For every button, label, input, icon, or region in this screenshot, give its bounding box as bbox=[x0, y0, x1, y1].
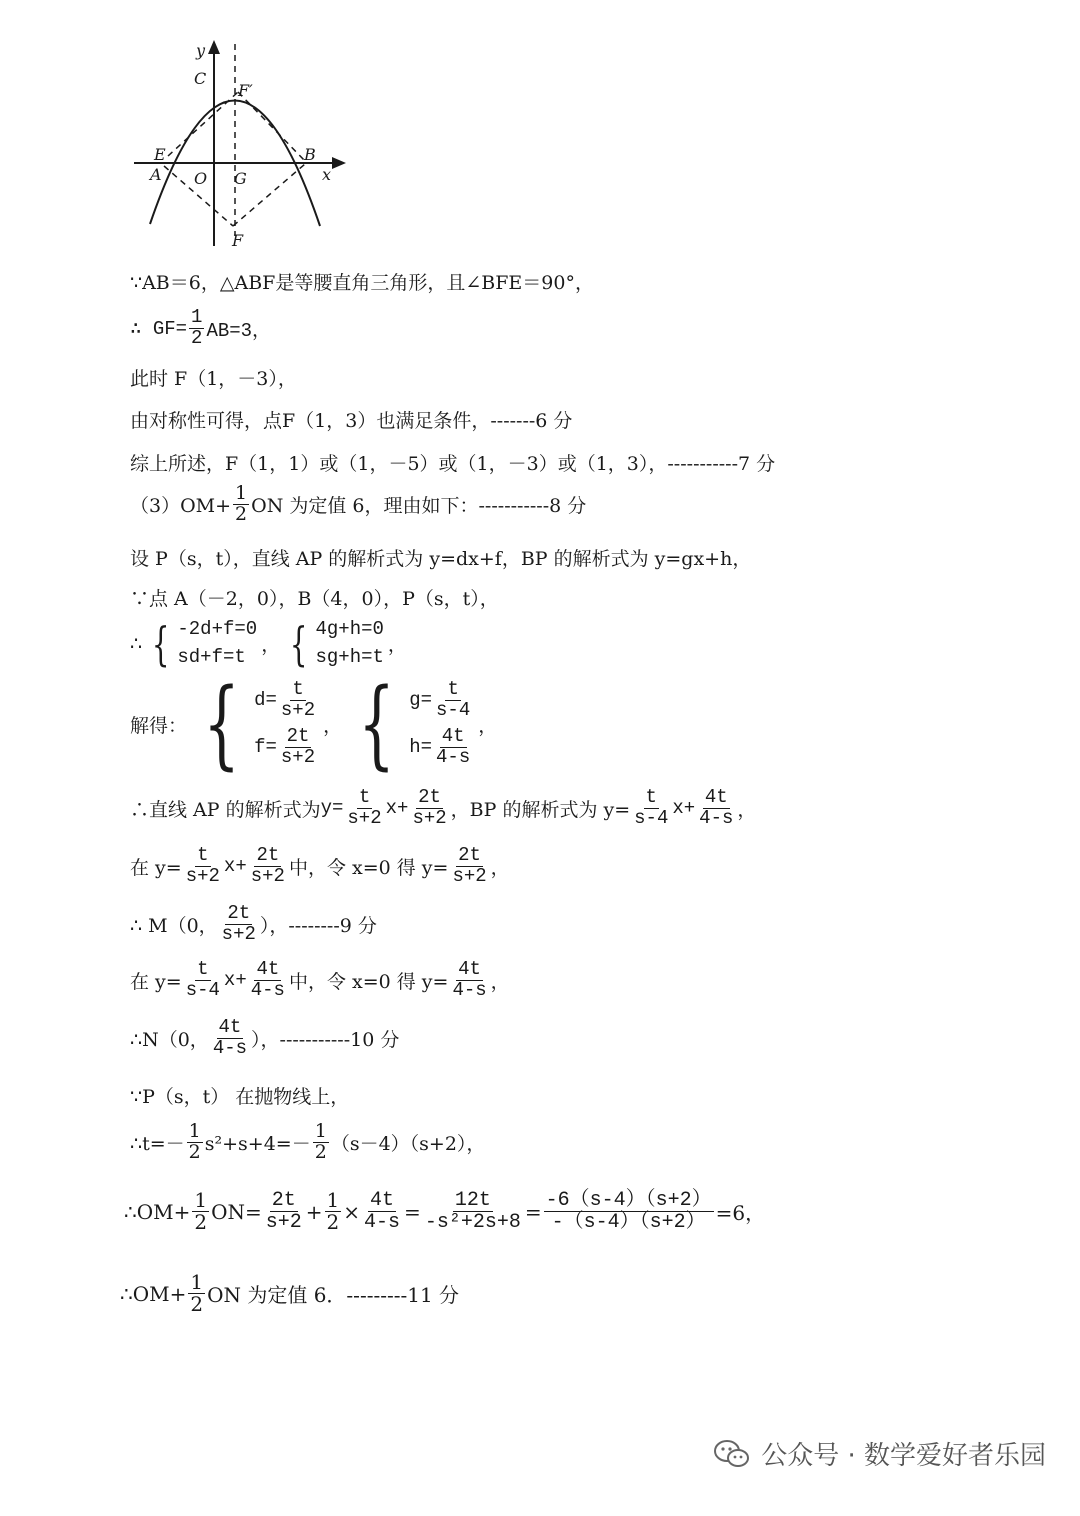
text-line-1 bbox=[130, 268, 594, 295]
fraction bbox=[188, 1272, 205, 1315]
text-line-5 bbox=[130, 449, 775, 476]
text-line-7 bbox=[130, 544, 751, 571]
fraction bbox=[345, 788, 383, 829]
frac-den: 4-s bbox=[452, 978, 487, 1001]
line-16-text: ∵P（s，t） 在抛物线上， bbox=[130, 1086, 350, 1108]
text-seg: ∴t=－ bbox=[130, 1132, 185, 1155]
fraction bbox=[434, 680, 472, 721]
label-c: C bbox=[194, 69, 207, 88]
line-8-text: ∵点 A（－2，0），B（4，0），P（s，t）， bbox=[130, 588, 499, 610]
frac-num: 2t bbox=[256, 844, 280, 866]
solution-system-2 bbox=[346, 668, 474, 780]
label-x: x bbox=[322, 165, 332, 184]
text-line-16 bbox=[130, 1082, 349, 1109]
frac-num: t bbox=[292, 678, 304, 701]
frac-den: s+2 bbox=[412, 806, 447, 829]
frac-num: t bbox=[197, 958, 209, 980]
frac-num: 4t bbox=[218, 1016, 242, 1038]
brace-icon: { bbox=[358, 668, 396, 780]
frac-num: 1 bbox=[314, 1120, 327, 1142]
frac-den: 4-s bbox=[699, 806, 734, 829]
frac-den: s+2 bbox=[185, 864, 220, 887]
watermark-text: 公众号 · 数学爱好者乐园 bbox=[761, 1441, 1046, 1471]
frac-num: 2t bbox=[227, 902, 251, 924]
text-line-18 bbox=[124, 1190, 765, 1233]
frac-num: 1 bbox=[190, 1270, 204, 1294]
text-line-10 bbox=[130, 668, 498, 780]
line-3-text: 此时 F（1，－3）， bbox=[130, 368, 297, 390]
frac-num: t bbox=[645, 786, 657, 808]
frac-den: 2 bbox=[191, 326, 203, 349]
parabola-diagram bbox=[120, 36, 360, 251]
frac-den: s+2 bbox=[221, 922, 256, 945]
frac-num: t bbox=[447, 678, 459, 701]
solution-row bbox=[254, 680, 319, 721]
text-line-17 bbox=[130, 1122, 485, 1163]
frac-num: 1 bbox=[326, 1188, 340, 1212]
eq-row: -2d+f=0 bbox=[177, 618, 258, 640]
text-seg: （s－4）（s+2）， bbox=[330, 1132, 486, 1155]
fraction bbox=[279, 680, 317, 721]
line-9-pre: ∴ bbox=[130, 632, 143, 655]
text-seg: ， bbox=[737, 798, 757, 821]
frac-num: 2t bbox=[418, 786, 441, 808]
fraction bbox=[184, 846, 222, 887]
fraction bbox=[220, 904, 258, 945]
frac-den: 2 bbox=[235, 502, 248, 525]
fraction bbox=[632, 788, 670, 829]
frac-num: t bbox=[197, 844, 209, 866]
fraction bbox=[187, 1122, 203, 1163]
frac-den: 2 bbox=[194, 1210, 208, 1234]
text-line-8 bbox=[130, 584, 499, 611]
frac-num: 4t bbox=[458, 958, 481, 980]
text-seg: ， bbox=[490, 970, 510, 993]
wechat-icon bbox=[713, 1439, 751, 1469]
text-seg: ），-----------10 分 bbox=[251, 1028, 400, 1051]
text-line-9 bbox=[130, 616, 407, 671]
frac-den: s-4 bbox=[634, 806, 669, 829]
line-2-post: AB=3， bbox=[206, 319, 272, 342]
text-line-14 bbox=[130, 960, 510, 1001]
watermark-footer bbox=[713, 1435, 1046, 1472]
text-seg: y= bbox=[320, 797, 344, 820]
label-o: O bbox=[194, 169, 208, 188]
frac-num: 2t bbox=[271, 1189, 296, 1212]
x-axis-arrow bbox=[332, 157, 346, 169]
frac-den: s-4 bbox=[436, 699, 471, 722]
fraction bbox=[264, 1190, 304, 1233]
frac-den: s+2 bbox=[347, 806, 382, 829]
text-seg: = bbox=[524, 1199, 542, 1224]
fraction bbox=[544, 1190, 714, 1233]
text-line-12 bbox=[130, 846, 510, 887]
text-seg: × bbox=[343, 1199, 361, 1224]
frac-num: 1 bbox=[191, 306, 203, 328]
text-seg: ，BP 的解析式为 y= bbox=[450, 798, 631, 821]
solution-row bbox=[409, 680, 474, 721]
frac-den: s+2 bbox=[452, 864, 487, 887]
text-seg: ∴ M（0， bbox=[130, 914, 218, 937]
separator: ， bbox=[387, 634, 407, 657]
frac-den: 2 bbox=[190, 1292, 204, 1316]
frac-den: -（s-4）（s+2） bbox=[551, 1211, 706, 1234]
text-line-19 bbox=[120, 1272, 459, 1315]
var-label: f= bbox=[254, 735, 277, 758]
frac-den: s+2 bbox=[265, 1211, 302, 1234]
frac-den: 2 bbox=[314, 1140, 327, 1163]
frac-den: 4-s bbox=[212, 1036, 248, 1059]
frac-den: -s²+2s+8 bbox=[424, 1211, 521, 1234]
label-f: F bbox=[232, 231, 244, 250]
text-seg: x+ bbox=[223, 969, 247, 992]
frac-den: s-4 bbox=[185, 978, 220, 1001]
separator: ， bbox=[323, 714, 343, 737]
label-f-prime: F′ bbox=[238, 81, 253, 100]
frac-num: 1 bbox=[188, 1120, 201, 1142]
label-a: A bbox=[150, 165, 162, 184]
fraction bbox=[423, 1190, 523, 1233]
fraction bbox=[697, 788, 735, 829]
eq-row: 4g+h=0 bbox=[315, 618, 384, 640]
frac-den: 2 bbox=[326, 1210, 340, 1234]
line-6-post: ON 为定值 6，理由如下：-----------8 分 bbox=[251, 494, 587, 517]
fraction bbox=[450, 846, 488, 887]
line-4-text: 由对称性可得，点F（1，3）也满足条件，-------6 分 bbox=[130, 410, 573, 432]
text-seg: 中，令 x=0 得 y= bbox=[288, 856, 449, 879]
frac-num: 1 bbox=[194, 1188, 208, 1212]
frac-den: 4-s bbox=[436, 745, 471, 768]
text-line-3 bbox=[130, 364, 297, 391]
fraction bbox=[184, 960, 222, 1001]
frac-den: 2 bbox=[188, 1140, 201, 1163]
text-line-15 bbox=[130, 1018, 399, 1059]
text-seg: =6， bbox=[715, 1201, 766, 1225]
label-g: G bbox=[234, 169, 247, 188]
text-seg: x+ bbox=[672, 797, 696, 820]
fraction bbox=[249, 846, 287, 887]
line-5-text: 综上所述，F（1，1）或（1，－5）或（1，－3）或（1，3），-----------7 分 bbox=[130, 453, 776, 475]
brace-icon: { bbox=[203, 668, 240, 780]
brace-icon: { bbox=[151, 616, 170, 671]
text-seg: ， bbox=[490, 856, 510, 879]
fraction bbox=[189, 308, 204, 349]
line-6-pre: （3）OM+ bbox=[130, 494, 232, 517]
frac-num: 4t bbox=[704, 786, 728, 808]
frac-den: 4-s bbox=[364, 1211, 401, 1234]
text-seg: + bbox=[305, 1199, 323, 1224]
text-seg: 中，令 x=0 得 y= bbox=[288, 970, 449, 993]
frac-num: 1 bbox=[235, 482, 248, 504]
text-line-13 bbox=[130, 904, 377, 945]
frac-den: s+2 bbox=[250, 864, 285, 887]
text-seg: ∴OM+ bbox=[124, 1199, 191, 1224]
fraction bbox=[211, 1018, 249, 1059]
frac-num: t bbox=[358, 786, 371, 808]
fraction bbox=[313, 1122, 329, 1163]
line-7-text: 设 P（s，t），直线 AP 的解析式为 y=dx+f，BP 的解析式为 y=gx+h， bbox=[130, 548, 752, 570]
var-label: d= bbox=[254, 689, 277, 712]
text-seg: ON 为定值 6．---------11 分 bbox=[207, 1283, 460, 1307]
fraction bbox=[325, 1190, 342, 1233]
equation-system-1 bbox=[146, 616, 257, 671]
text-line-2 bbox=[130, 308, 271, 349]
var-label: g= bbox=[409, 689, 433, 712]
line-2-pre: ∴ GF= bbox=[130, 317, 188, 340]
text-seg: 在 y= bbox=[130, 970, 182, 993]
frac-den: 4-s bbox=[250, 978, 285, 1001]
label-y: y bbox=[196, 41, 206, 60]
solution-row bbox=[254, 727, 319, 768]
text-seg: ），--------9 分 bbox=[259, 914, 377, 937]
frac-num: 12t bbox=[454, 1189, 491, 1212]
text-line-11 bbox=[130, 788, 756, 829]
dash-ef-prime bbox=[168, 92, 238, 156]
line-1-text: ∵AB＝6，△ABF是等腰直角三角形，且∠BFE＝90°， bbox=[130, 272, 594, 294]
text-seg: x+ bbox=[385, 797, 409, 820]
text-line-6 bbox=[130, 484, 586, 525]
fraction bbox=[410, 788, 448, 829]
solution-row bbox=[409, 727, 474, 768]
text-seg: x+ bbox=[223, 855, 247, 878]
solution-system-1 bbox=[191, 668, 319, 780]
fraction bbox=[249, 960, 287, 1001]
text-seg: s²+s+4=－ bbox=[204, 1132, 311, 1155]
text-line-4 bbox=[130, 406, 572, 433]
frac-num: 4t bbox=[370, 1189, 395, 1212]
separator: ， bbox=[261, 634, 281, 657]
brace-icon: { bbox=[290, 616, 308, 671]
fraction bbox=[450, 960, 488, 1001]
equation-system-2 bbox=[284, 616, 384, 671]
dash-fprime-b bbox=[238, 92, 305, 161]
eq-row: sd+f=t bbox=[177, 645, 246, 668]
separator: ， bbox=[478, 714, 498, 737]
fraction bbox=[192, 1190, 209, 1233]
text-seg: ∴N（0， bbox=[130, 1028, 209, 1051]
frac-num: 2t bbox=[286, 725, 310, 747]
fraction bbox=[233, 484, 249, 525]
frac-num: 2t bbox=[458, 844, 481, 866]
line-11-pre: ∴直线 AP 的解析式为 bbox=[130, 798, 321, 821]
frac-den: s+2 bbox=[280, 699, 316, 722]
label-b: B bbox=[304, 145, 316, 164]
frac-num: -6（s-4）（s+2） bbox=[545, 1189, 712, 1212]
frac-den: s+2 bbox=[280, 745, 316, 768]
fraction bbox=[434, 727, 472, 768]
eq-row: sg+h=t bbox=[315, 645, 384, 668]
fraction bbox=[279, 727, 317, 768]
text-seg: 在 y= bbox=[130, 856, 182, 879]
var-label: h= bbox=[409, 735, 433, 758]
text-seg: = bbox=[404, 1199, 421, 1224]
text-seg: ∴OM+ bbox=[120, 1281, 187, 1306]
frac-num: 4t bbox=[256, 958, 280, 980]
fraction bbox=[362, 1190, 402, 1233]
y-axis-arrow bbox=[208, 40, 220, 54]
frac-num: 4t bbox=[441, 725, 465, 747]
line-10-pre: 解得： bbox=[130, 714, 188, 737]
label-e: E bbox=[154, 145, 166, 164]
text-seg: ON= bbox=[211, 1199, 262, 1224]
